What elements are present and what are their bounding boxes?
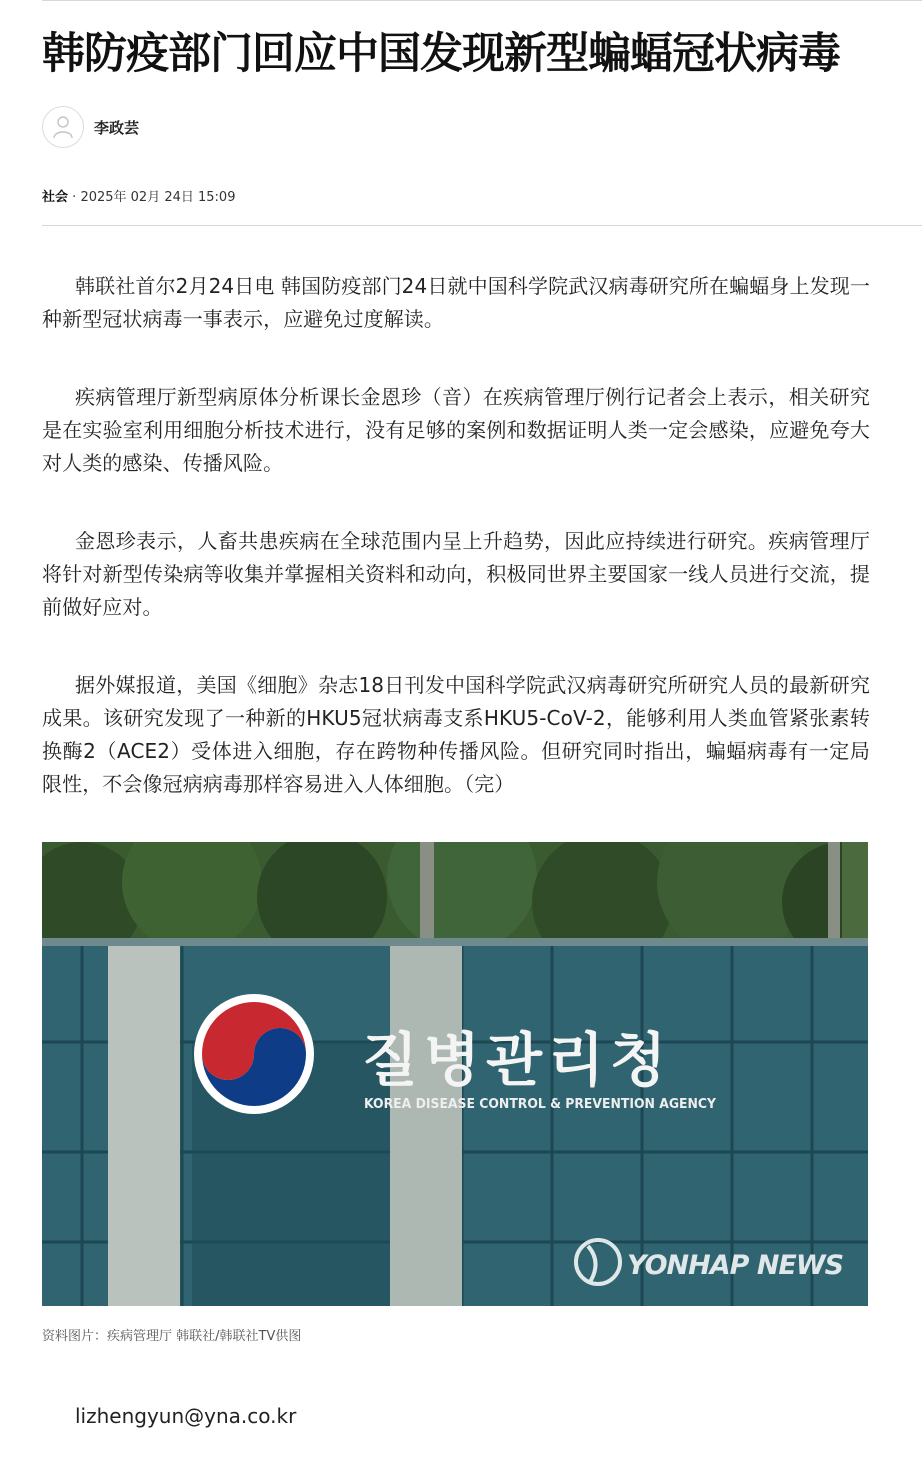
sign-english: KOREA DISEASE CONTROL & PREVENTION AGENCY [364,1097,717,1112]
meta-divider [42,225,922,226]
article-photo[interactable] [42,842,868,1306]
section-label[interactable]: 社会 [42,190,69,205]
article-body [42,270,870,846]
watermark-text: YONHAP NEWS [627,1250,844,1281]
paragraph: 金恩珍表示，人畜共患疾病在全球范围内呈上升趋势，因此应持续进行研究。疾病管理厅将针对新型传染病等收集并掌握相关资料和动向，积极同世界主要国家一线人员进行交流，提前做好应对。 [42,529,870,619]
article-meta [42,186,235,205]
article-title: 韩防疫部门回应中国发现新型蝙蝠冠状病毒 [42,29,840,79]
paragraph: 疾病管理厅新型病原体分析课长金恩珍（音）在疾病管理厅例行记者会上表示，相关研究是在实验室利用细胞分析技术进行，没有足够的案例和数据证明人类一定会感染，应避免夸大对人类的感染、传播风险。 [42,385,870,475]
meta-separator: · [72,190,77,205]
paragraph: 韩联社首尔2月24日电 韩国防疫部门24日就中国科学院武汉病毒研究所在蝙蝠身上发现一种新型冠状病毒一事表示，应避免过度解读。 [42,274,870,331]
sign-korean: 질병관리청 [362,1026,673,1094]
photo-caption: 资料图片：疾病管理厅 韩联社/韩联社TV供图 [42,1329,302,1344]
user-silhouette-icon[interactable] [42,106,84,148]
top-divider [42,0,922,1]
author-name[interactable]: 李政芸 [94,118,140,137]
author-byline[interactable] [42,106,139,148]
publish-date: 2025年 02月 24日 15:09 [80,190,236,205]
paragraph: 据外媒报道，美国《细胞》杂志18日刊发中国科学院武汉病毒研究所研究人员的最新研究成果。该研究发现了一种新的HKU5冠状病毒支系HKU5-CoV-2，能够利用人类血管紧张素转换酶2（ACE2）受体进入细胞，存在跨物种传播风险。但研究同时指出，蝙蝠病毒有一定局限性，不会像冠病病毒那样容易进入人体细胞。（完） [42,673,870,796]
author-email[interactable]: lizhengyun@yna.co.kr [75,1404,297,1428]
